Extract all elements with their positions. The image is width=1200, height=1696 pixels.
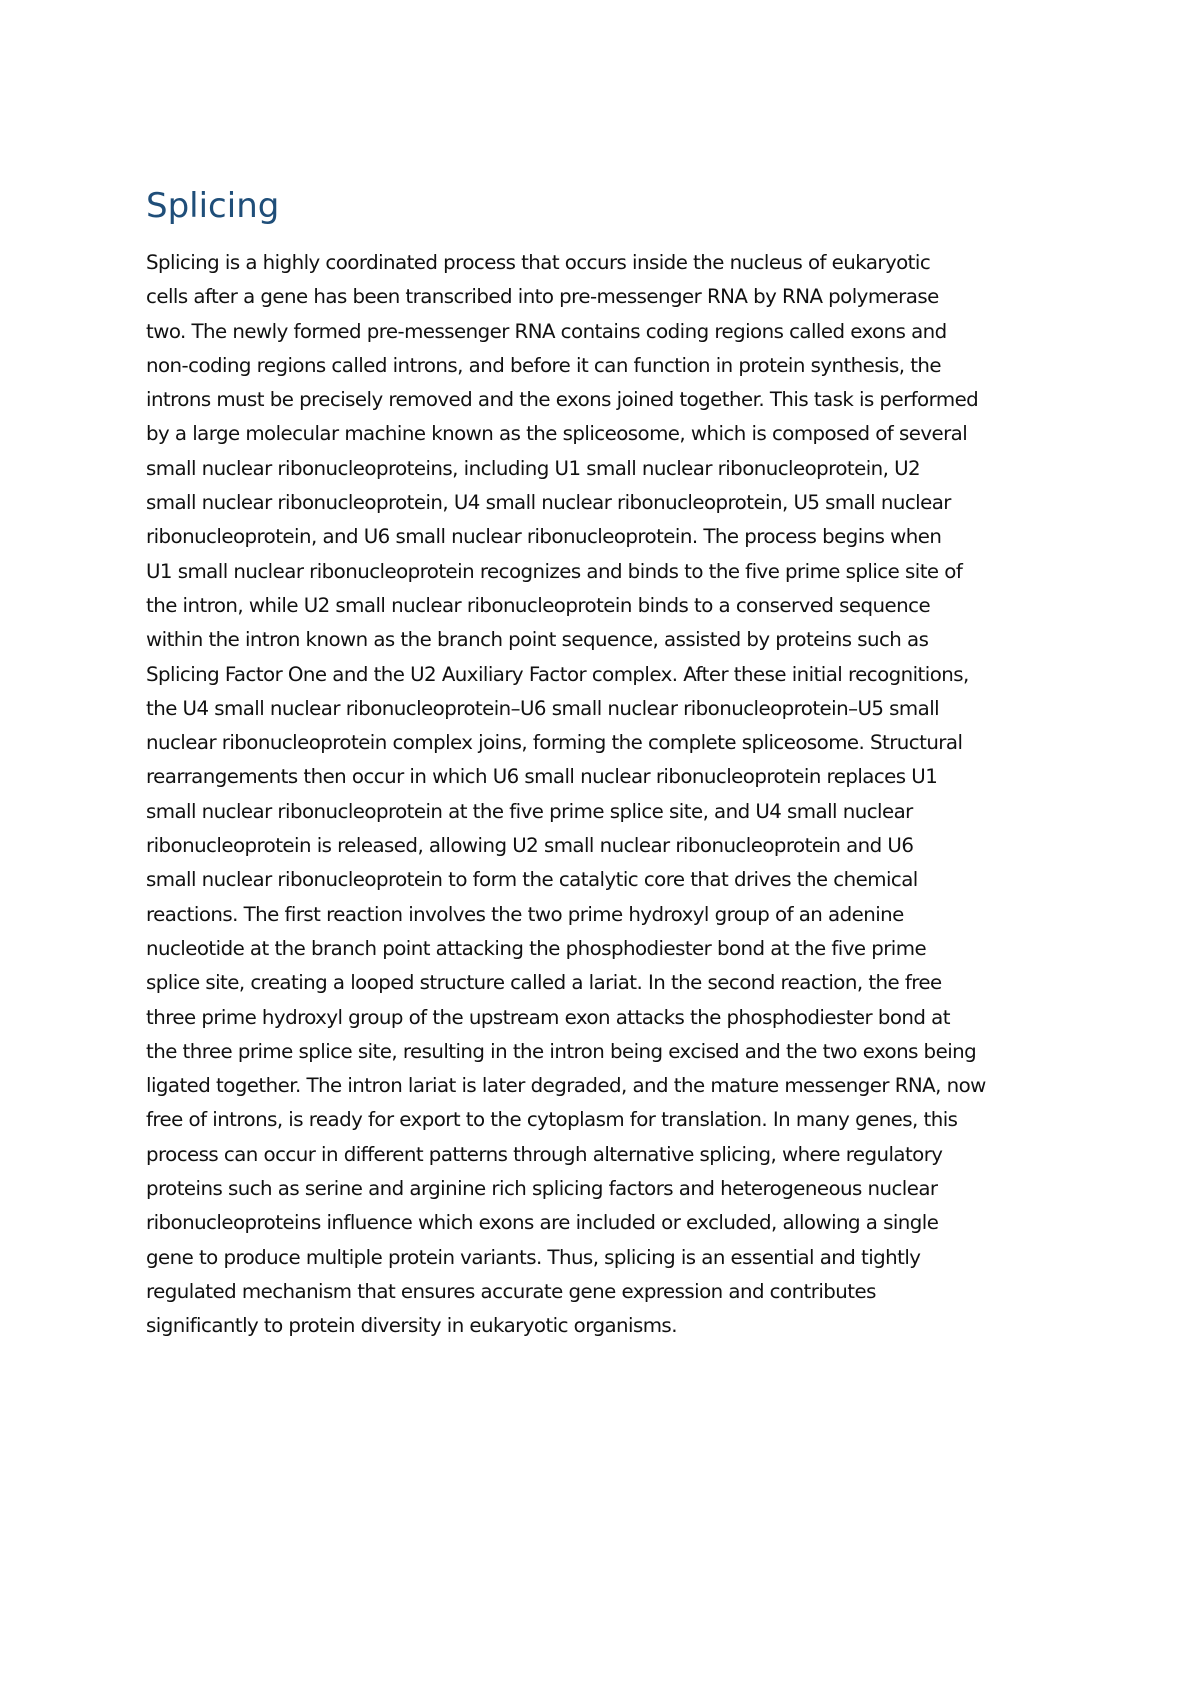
paragraph-line: ribonucleoproteins influence which exons are included or excluded, allowing a single [146,1211,939,1235]
paragraph-line: small nuclear ribonucleoproteins, including U1 small nuclear ribonucleoprotein, U2 [146,456,921,480]
paragraph-line: ligated together. The intron lariat is later degraded, and the mature messenger RNA, now [146,1074,986,1098]
paragraph-line: introns must be precisely removed and the exons joined together. This task is performed [146,388,979,412]
paragraph-line: ribonucleoprotein is released, allowing U2 small nuclear ribonucleoprotein and U6 [146,834,914,858]
body-paragraph [146,246,1072,1344]
paragraph-line: three prime hydroxyl group of the upstream exon attacks the phosphodiester bond at [146,1005,950,1029]
paragraph-line: significantly to protein diversity in eukaryotic organisms. [146,1314,677,1338]
paragraph-line: process can occur in different patterns through alternative splicing, where regulatory [146,1142,943,1166]
paragraph-line: U1 small nuclear ribonucleoprotein recognizes and binds to the five prime splice site of [146,559,963,583]
paragraph-line: by a large molecular machine known as the spliceosome, which is composed of several [146,422,968,446]
paragraph-line: the intron, while U2 small nuclear ribonucleoprotein binds to a conserved sequence [146,593,931,617]
paragraph-line: two. The newly formed pre-messenger RNA contains coding regions called exons and [146,319,947,343]
paragraph-line: the three prime splice site, resulting in the intron being excised and the two exons being [146,1039,977,1063]
paragraph-line: cells after a gene has been transcribed into pre-messenger RNA by RNA polymerase [146,285,939,309]
paragraph-line: small nuclear ribonucleoprotein at the five prime splice site, and U4 small nuclear [146,799,913,823]
paragraph-line: gene to produce multiple protein variants. Thus, splicing is an essential and tightly [146,1245,921,1269]
paragraph-line: the U4 small nuclear ribonucleoprotein–U6 small nuclear ribonucleoprotein–U5 small [146,696,940,720]
paragraph-line: non-coding regions called introns, and before it can function in protein synthesis, the [146,353,942,377]
paragraph-line: free of introns, is ready for export to the cytoplasm for translation. In many genes, this [146,1108,958,1132]
paragraph-line: nucleotide at the branch point attacking the phosphodiester bond at the five prime [146,936,927,960]
paragraph-line: ribonucleoprotein, and U6 small nuclear ribonucleoprotein. The process begins when [146,525,942,549]
page-title: Splicing [146,186,280,226]
paragraph-line: proteins such as serine and arginine rich splicing factors and heterogeneous nuclear [146,1177,938,1201]
paragraph-line: small nuclear ribonucleoprotein, U4 small nuclear ribonucleoprotein, U5 small nuclear [146,491,951,515]
paragraph-line: regulated mechanism that ensures accurate gene expression and contributes [146,1279,876,1303]
paragraph-line: within the intron known as the branch point sequence, assisted by proteins such as [146,628,929,652]
paragraph-line: Splicing is a highly coordinated process that occurs inside the nucleus of eukaryotic [146,251,931,274]
paragraph-line: reactions. The first reaction involves the two prime hydroxyl group of an adenine [146,902,904,926]
paragraph-line: rearrangements then occur in which U6 small nuclear ribonucleoprotein replaces U1 [146,765,938,789]
paragraph-line: splice site, creating a looped structure called a lariat. In the second reaction, the free [146,971,942,995]
paragraph-line: small nuclear ribonucleoprotein to form the catalytic core that drives the chemical [146,868,918,892]
paragraph-line: nuclear ribonucleoprotein complex joins, forming the complete spliceosome. Structural [146,731,963,755]
paragraph-line: Splicing Factor One and the U2 Auxiliary Factor complex. After these initial recognitions, [146,662,969,686]
